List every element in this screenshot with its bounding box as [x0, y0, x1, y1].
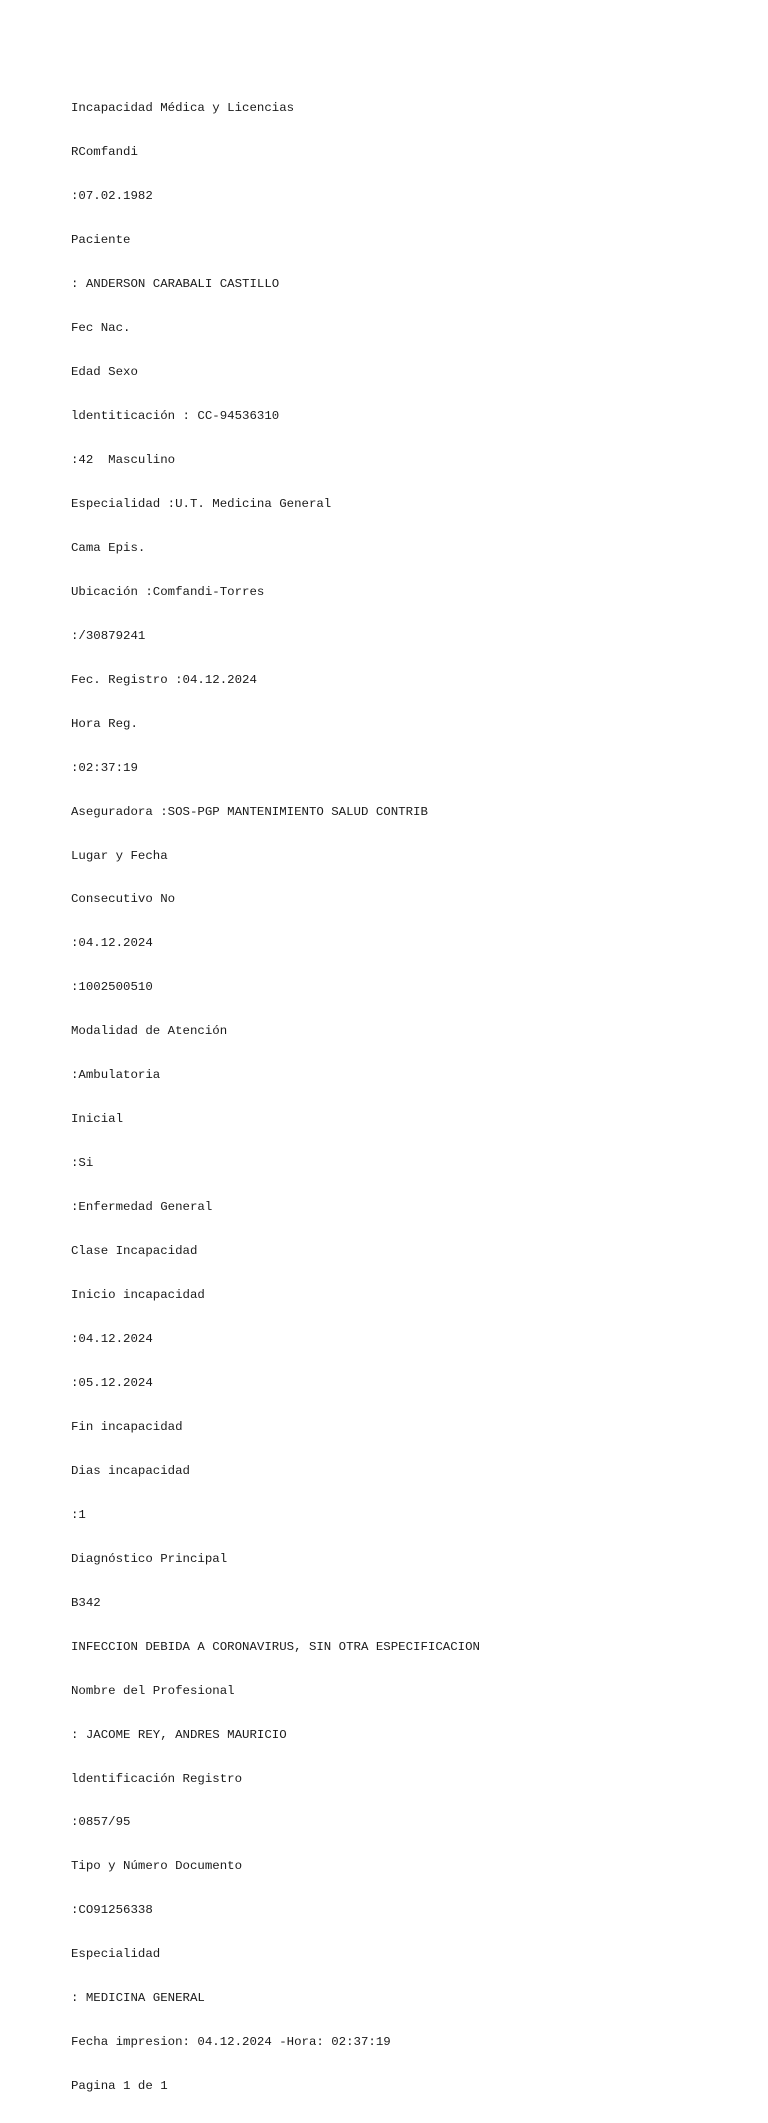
disability-start-value: :04.12.2024	[71, 1332, 153, 1346]
disability-days-value: :1	[71, 1507, 86, 1522]
disability-end-value: :05.12.2024	[71, 1375, 153, 1390]
identification-line: ldentiticación : CC-94536310	[71, 408, 280, 423]
page-number: Pagina 1 de 1	[71, 2079, 168, 2094]
specialty-line: Especialidad :U.T. Medicina General	[71, 496, 332, 511]
primary-diagnosis-label: Diagnóstico Principal	[71, 1551, 228, 1566]
registration-id-value: :0857/95	[71, 1815, 131, 1830]
disability-class-label: Clase Incapacidad	[71, 1244, 198, 1259]
disability-class-value: :Enfermedad General	[71, 1200, 213, 1215]
age-sex-value: :42 Masculino	[71, 452, 176, 467]
care-modality-label: Modalidad de Atención	[71, 1024, 228, 1039]
professional-name-label: Nombre del Profesional	[71, 1683, 235, 1698]
disability-end-label: Fin incapacidad	[71, 1419, 183, 1434]
document-text	[71, 72, 480, 2123]
consecutive-label: Consecutivo No	[71, 892, 176, 907]
document-type-number-value: :CO91256338	[71, 1903, 153, 1918]
document-type-number-label: Tipo y Número Documento	[71, 1859, 243, 1874]
location-line: Ubicación :Comfandi-Torres	[71, 584, 265, 599]
professional-name-value: : JACOME REY, ANDRES MAURICIO	[71, 1727, 287, 1742]
bed-episode-label: Cama Epis.	[71, 540, 146, 555]
bed-episode-value: :/30879241	[71, 628, 146, 643]
diagnosis-description: INFECCION DEBIDA A CORONAVIRUS, SIN OTRA ESPECIFICACION	[71, 1639, 480, 1654]
initial-label: Inicial	[71, 1112, 124, 1127]
registration-time-label: Hora Reg.	[71, 716, 138, 731]
print-date-time: Fecha impresion: 04.12.2024 -Hora: 02:37:19	[71, 2035, 391, 2050]
place-date-value: :04.12.2024	[71, 936, 153, 951]
initial-value: :Si	[71, 1156, 94, 1171]
institution-name: RComfandi	[71, 145, 138, 160]
age-sex-label: Edad Sexo	[71, 365, 138, 380]
consecutive-value: :1002500510	[71, 980, 153, 995]
birth-date-value: :07.02.1982	[71, 189, 153, 204]
patient-label: Paciente	[71, 233, 131, 248]
place-date-label: Lugar y Fecha	[71, 848, 168, 863]
document-title: Incapacidad Médica y Licencias	[71, 101, 295, 116]
birth-date-label: Fec Nac.	[71, 321, 131, 336]
registration-id-label: ldentificación Registro	[71, 1771, 243, 1786]
diagnosis-code: B342	[71, 1595, 101, 1610]
insurer-line: Aseguradora :SOS-PGP MANTENIMIENTO SALUD CONTRIB	[71, 804, 428, 819]
care-modality-value: :Ambulatoria	[71, 1068, 161, 1083]
professional-specialty-value: : MEDICINA GENERAL	[71, 1991, 205, 2006]
disability-days-label: Dias incapacidad	[71, 1463, 190, 1478]
registration-date-line: Fec. Registro :04.12.2024	[71, 672, 257, 687]
registration-time-value: :02:37:19	[71, 760, 138, 775]
professional-specialty-label: Especialidad	[71, 1947, 161, 1962]
disability-start-label: Inicio incapacidad	[71, 1288, 205, 1303]
patient-name-value: : ANDERSON CARABALI CASTILLO	[71, 277, 280, 292]
